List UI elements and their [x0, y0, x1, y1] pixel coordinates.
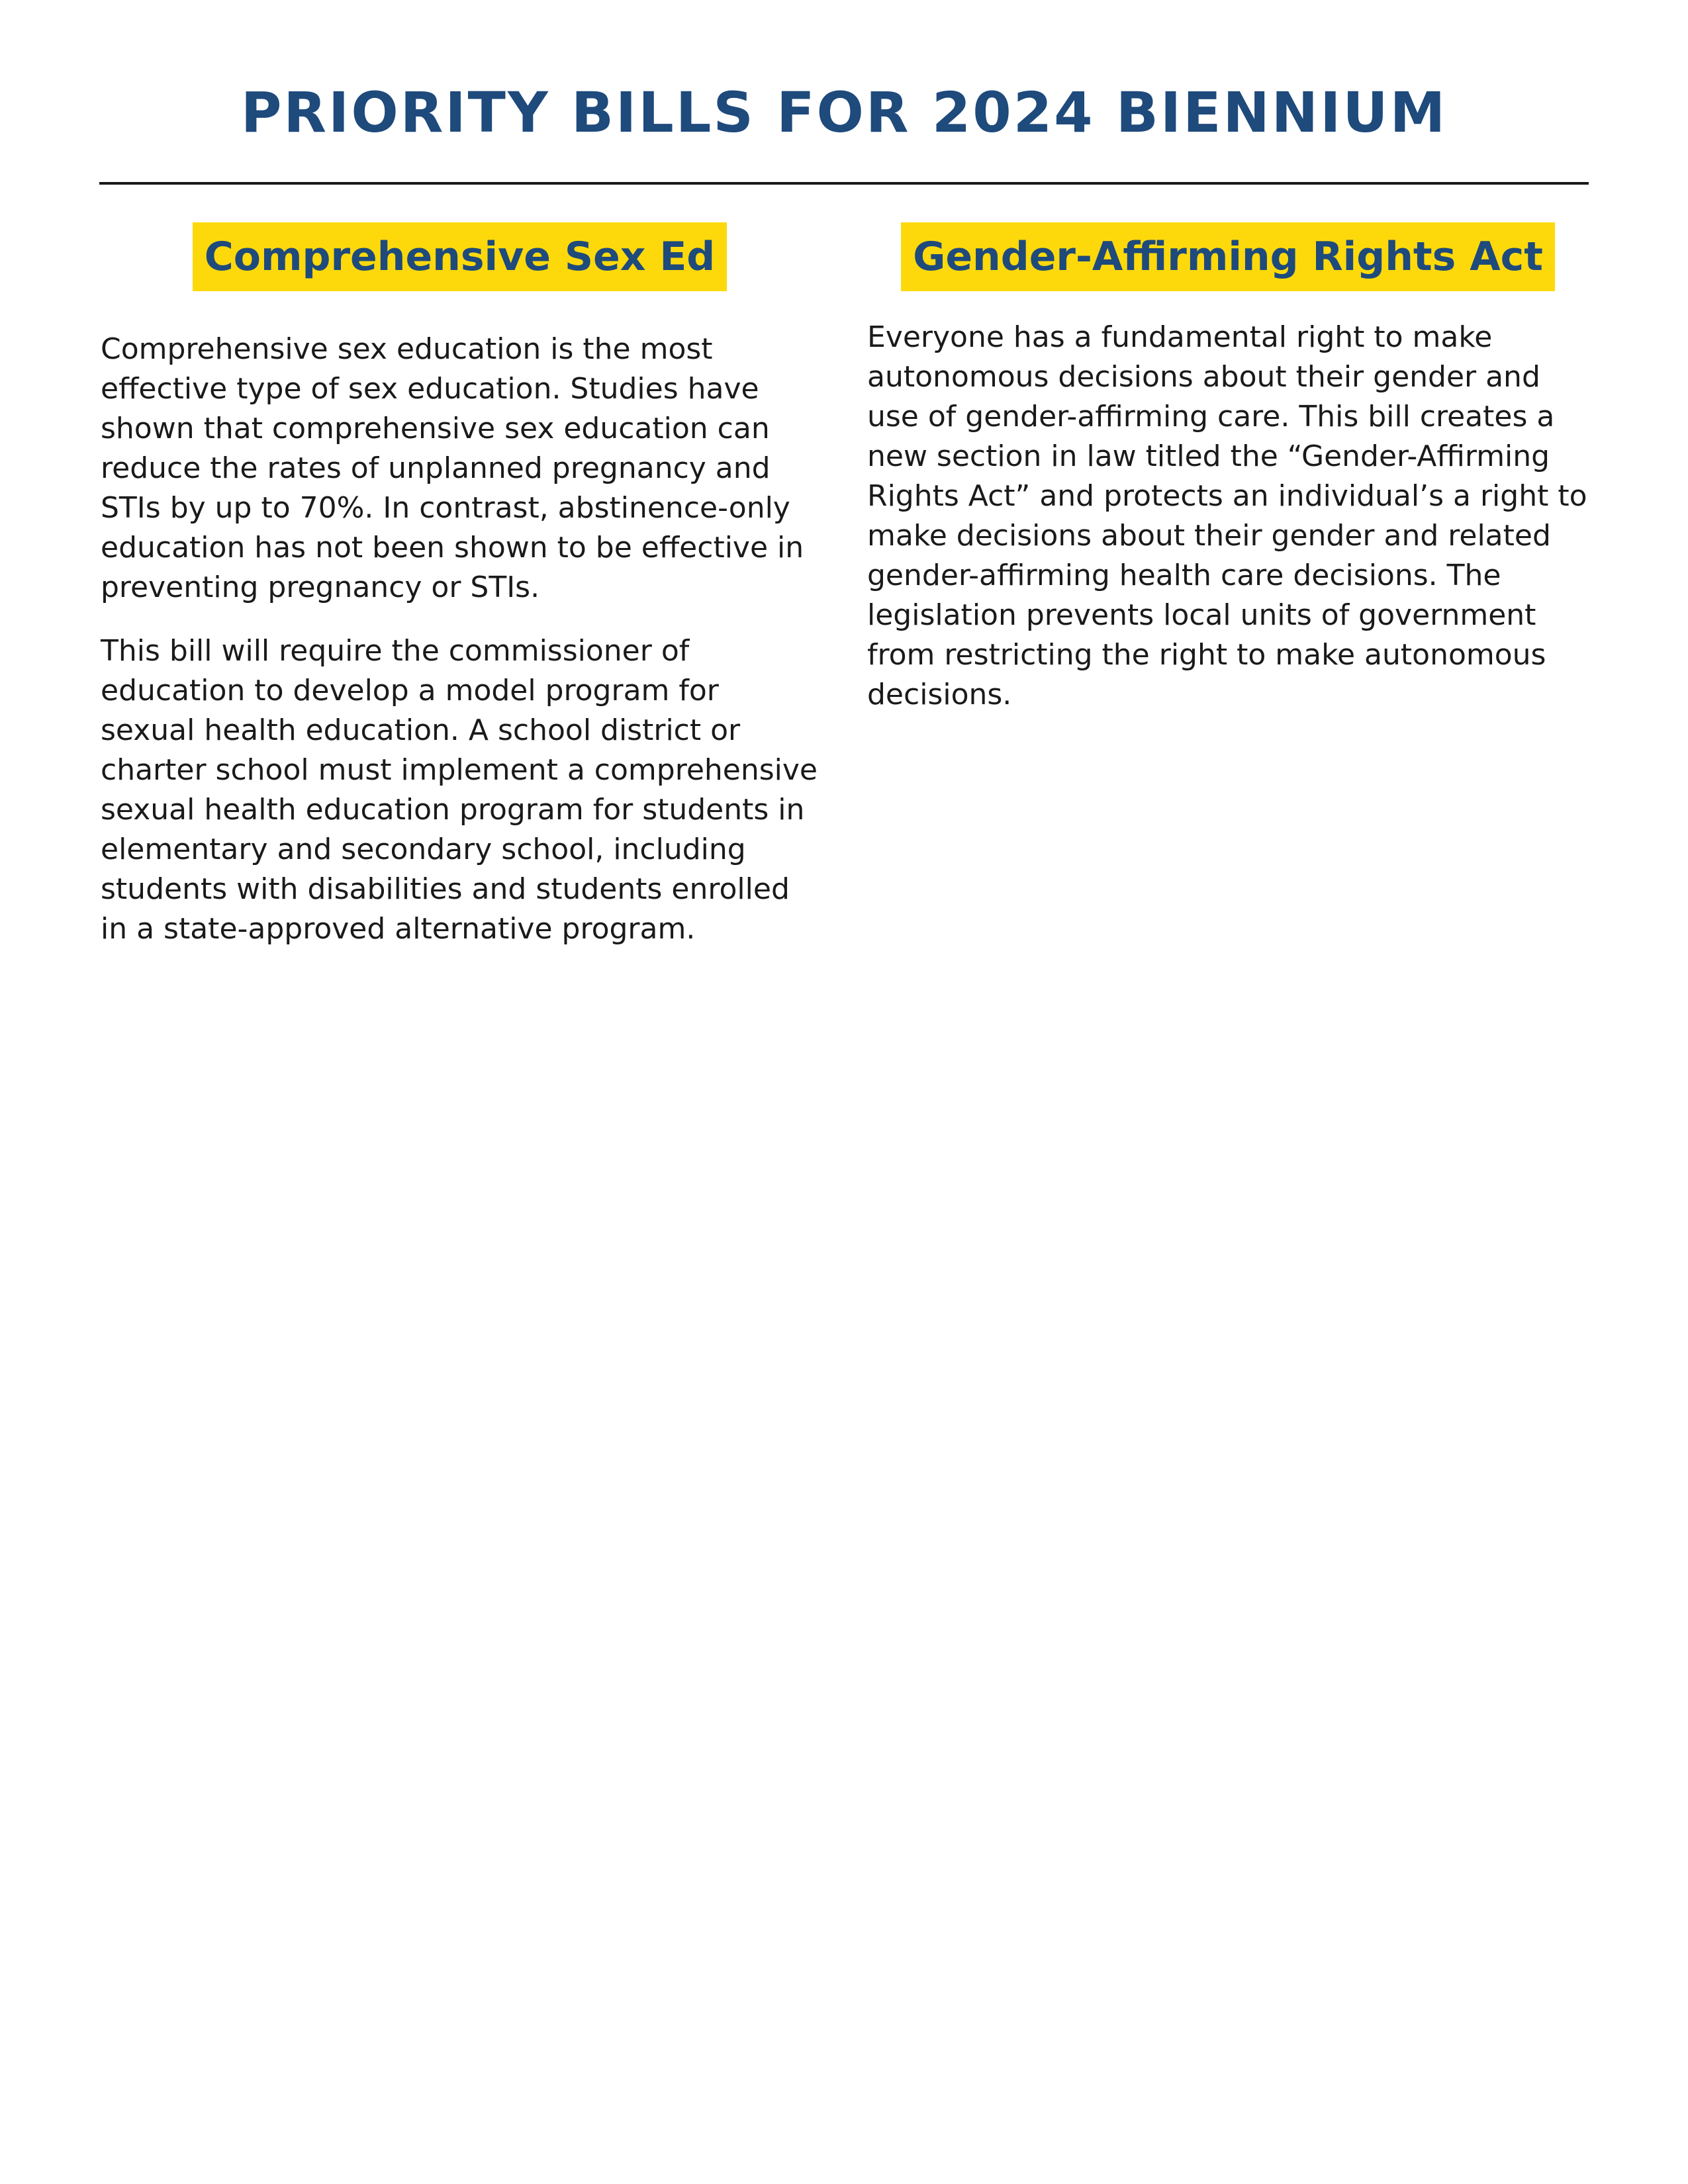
page-title: PRIORITY BILLS FOR 2024 BIENNIUM — [240, 80, 1448, 145]
bill-heading: Gender-Affirming Rights Act — [901, 222, 1555, 291]
bill-gender-affirming-rights-act — [867, 222, 1589, 715]
bill-heading-wrap — [101, 222, 819, 291]
bill-heading-wrap — [867, 222, 1589, 291]
bill-paragraph: This bill will require the commissioner of education to develop a model program for sexual health education. A school district or charter school must implement a comprehensive sexual health education program for students in elementary and secondary school, including students with disabilities and students enrolled in a state-approved alternative program. — [101, 634, 818, 946]
bill-heading: Comprehensive Sex Ed — [193, 222, 727, 291]
bill-comprehensive-sex-ed — [101, 222, 819, 949]
bill-paragraph: Comprehensive sex education is the most effective type of sex education. Studies have shown that comprehensive sex education can reduce the rates of unplanned pregnancy and STIs by up to 70%. In contrast, abstinence-only education has not been shown to be effective in preventing pregnancy or STIs. — [101, 332, 804, 604]
title-divider — [99, 182, 1589, 185]
bill-paragraph: Everyone has a fundamental right to make autonomous decisions about their gender and use of gender-affirming care. This bill creates a new section in law titled the “Gender-Affirming Rights Act” and protects an individual’s a right to make decisions about their gender and related gender-affirming health care decisions. The legislation prevents local units of government from restricting the right to make autonomous decisions. — [867, 320, 1587, 711]
